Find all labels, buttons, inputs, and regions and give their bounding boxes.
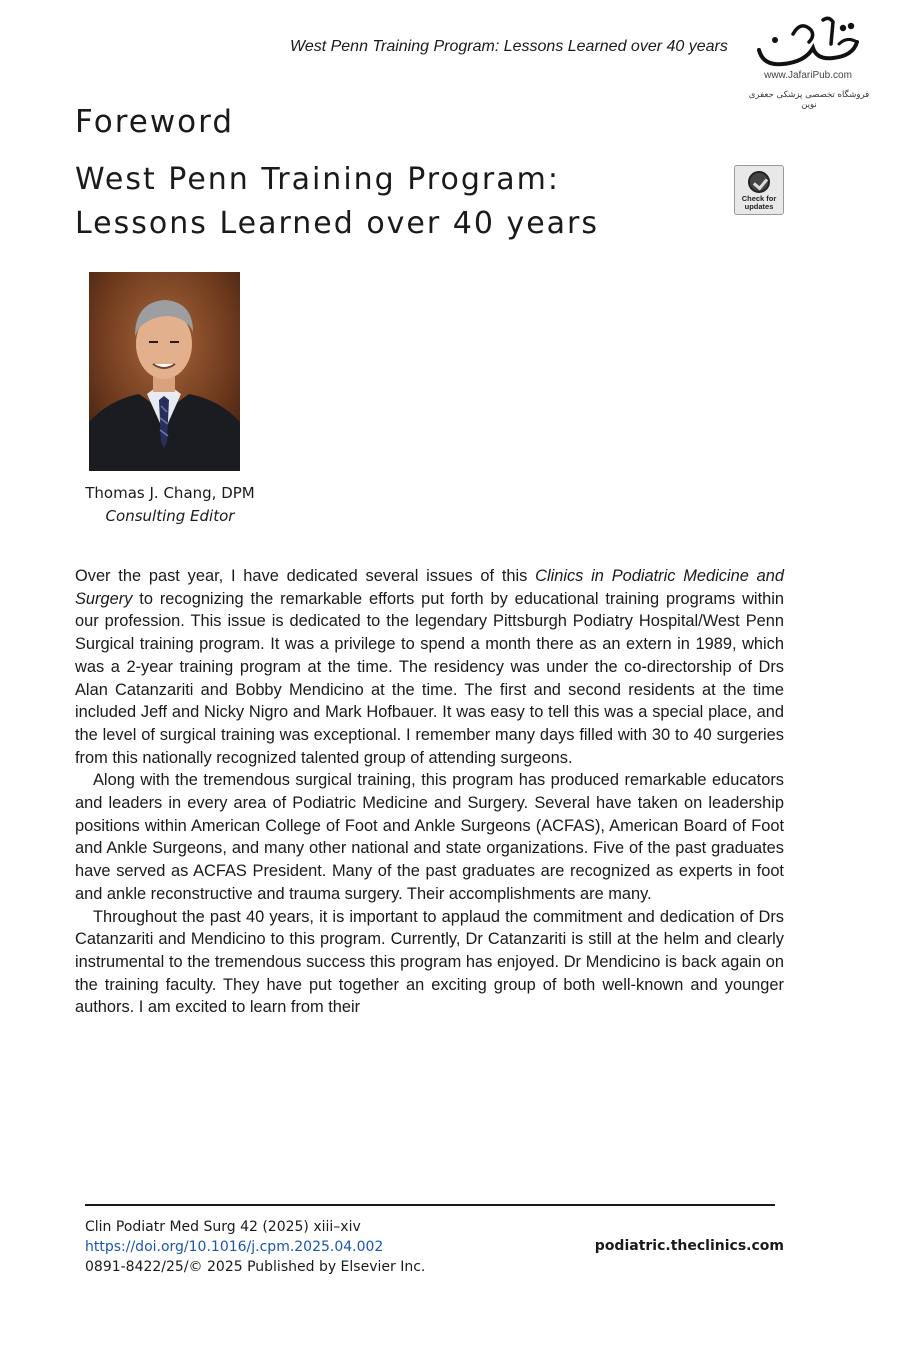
p1-text-before: Over the past year, I have dedicated several issues of this bbox=[75, 567, 536, 585]
title-line-1: West Penn Training Program: bbox=[75, 162, 560, 197]
logo-store-name: فروشگاه تخصصی پزشکی جعفری نوین bbox=[748, 90, 870, 110]
doi-link[interactable]: https://doi.org/10.1016/j.cpm.2025.04.002 bbox=[85, 1239, 384, 1255]
article-body bbox=[75, 565, 784, 1019]
title-line-2: Lessons Learned over 40 years bbox=[75, 206, 600, 241]
running-head: West Penn Training Program: Lessons Learned over 40 years bbox=[290, 38, 728, 55]
check-for-updates-icon bbox=[748, 171, 770, 193]
paragraph-3: Throughout the past 40 years, it is important to applaud the commitment and dedication of Drs Catanzariti and Mendicino to this program. Currently, Dr Catanzariti is still at the helm and clearly instrumental to the tremendous success this program has enjoyed. Dr Mendicino is back again on the training faculty. They have put together an exciting group of both well-known and younger authors. I am excited to learn from their bbox=[75, 907, 784, 1017]
journal-name: Clinics in Podiatric Medicine and Surgery bbox=[75, 567, 784, 608]
footer-citation-block bbox=[85, 1217, 425, 1277]
publisher-logo[interactable] bbox=[745, 14, 875, 110]
paragraph-1 bbox=[75, 565, 784, 769]
section-label: Foreword bbox=[75, 104, 235, 140]
jafari-logo-icon bbox=[753, 14, 865, 72]
author-byline bbox=[75, 482, 265, 528]
badge-text bbox=[735, 195, 783, 211]
author-portrait bbox=[89, 272, 240, 471]
copyright-line: 0891-8422/25/© 2025 Published by Elsevier Inc. bbox=[85, 1259, 426, 1275]
check-for-updates-badge[interactable] bbox=[734, 165, 784, 215]
author-name: Thomas J. Chang, DPM bbox=[85, 484, 255, 502]
p1-text-after: to recognizing the remarkable efforts put forth by educational training programs within our profession. This issue is dedicated to the legendary Pittsburgh Podiatry Hospital/West Penn Surgical training program. It was a privilege to spend a month there as an extern in 1989, which was a 2-year training program at the time. The residency was under the co-directorship of Drs Alan Catanzariti and Bobby Mendicino at the time. The first and second residents at the time included Jeff and Nicky Nigro and Mark Hofbauer. It was easy to tell this was a special place, and the level of surgical training was exceptional. I remember many days filled with 30 to 40 surgeries from this nationally recognized talented group of attending surgeons. bbox=[75, 589, 784, 767]
badge-line-1: Check for bbox=[741, 194, 777, 203]
paragraph-2: Along with the tremendous surgical training, this program has produced remarkable educators and leaders in every area of Podiatric Medicine and Surgery. Several have taken on leadership positions within American College of Foot and Ankle Surgeons (ACFAS), American Board of Foot and Ankle Surgeons, and many other national and state organizations. Five of the past graduates have served as ACFAS President. Many of the past graduates are recognized as experts in foot and ankle reconstructive and trauma surgery. Their accomplishments are many. bbox=[75, 771, 784, 903]
footer-divider bbox=[85, 1204, 775, 1206]
journal-citation: Clin Podiatr Med Surg 42 (2025) xiii–xiv bbox=[85, 1219, 361, 1235]
article-title bbox=[75, 158, 695, 246]
author-role: Consulting Editor bbox=[105, 507, 235, 525]
badge-line-2: updates bbox=[744, 202, 774, 211]
logo-url: www.JafariPub.com bbox=[764, 70, 852, 81]
journal-website[interactable]: podiatric.theclinics.com bbox=[594, 1238, 784, 1254]
